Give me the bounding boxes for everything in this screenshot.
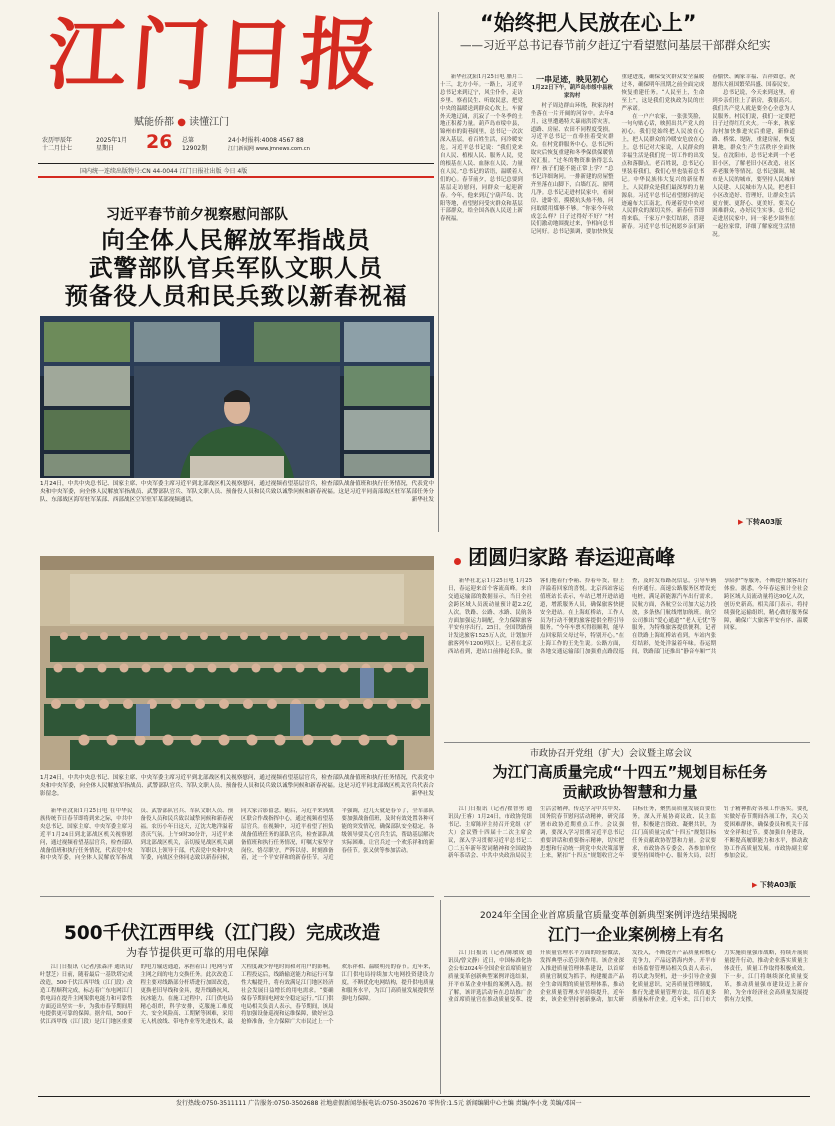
slogan-part-2: 读懂江门	[189, 117, 230, 128]
photo-video-call	[40, 316, 434, 478]
top-story-body	[440, 74, 795, 526]
top-story-continued[interactable]	[738, 517, 782, 527]
cn-number: 国内统一连续出版物号:CN 44-0044 江门日报社出版 今日 4版	[80, 168, 248, 175]
caption-group	[40, 774, 434, 798]
military-kicker: 习近平春节前夕视察慰问部队	[106, 207, 288, 223]
top-story-p3: 在一户户农家，一张张笑脸，一句句贴心话，映照出共产党人的初心。我们党始终把人民放在心上，把人民群众的冷暖安危放在心上。总书记对大家说，人民群众的幸福生活是我们党一切工作的出发点和落脚点。老百姓说，总书记心里装着我们，我们心里也装着总书记。中华民族伟大复兴的新征程上，人民群众是我们最深厚的力量源泉。习近平总书记看望慰问的足迹遍布大江南北，传递着党中央对人民群众的深切关怀。新春佳节即将来临，千家万户张灯结彩，喜迎新春。习近平总书记祝愿乡亲们新春愉快、阖家幸福、吉祥如意，祝愿伟大祖国繁荣昌盛、国泰民安。	[621, 74, 795, 231]
reunion-body-text: 新华社北京1月25日电 1月25日，春运迎来首个客流高峰。来自交通运输部的数据显示，当日全社会跨区域人员流动量预计超2.2亿人次。铁路、公路、水路、民航各方面加强运力调配，全力保障旅客平安有序出行。25日，全国铁路预计发送旅客1525万人次，计划加开旅客列车1200列以上。记者在北京西站看到，进站口前排起长队，旅客们拖着行李箱、拎着年货，脸上洋溢着回家的喜悦。北京西站客运值班站长表示，车站已增开进站通道，增派服务人员，确保旅客快捷安全进站。在上海虹桥站，工作人员为行动不便的旅客提供全程引导服务。“今年车票买得很顺利，能早点回家陪父母过年，特别开心。”在上海工作的王先生说。公路方面，各地交通运输部门加强重点路段巡查，及时发布路况信息，引导车辆有序通行。高速公路服务区增设充电桩，满足新能源汽车出行需求。民航方面，各航空公司加大运力投放，多条热门航线增加航班。航空公司推出“爱心通道”“老人无忧”等服务，为特殊旅客提供便利。记者在铁路上海虹桥站看到，车站内张灯结彩，处处洋溢着年味。春运期间，铁路部门还推出“静音车厢”“共享陪护”等服务，不断提升旅客出行体验。据悉，今年春运预计全社会跨区域人员流动量将达90亿人次，创历史新高。相关部门表示，将持续强化运输组织，精心做好服务保障，确保广大旅客平安有序、温暖回家。	[448, 578, 808, 656]
masthead-rule	[38, 163, 434, 164]
cppcc-continued-label: 下转A03版	[759, 881, 796, 889]
hotline: 24小时报料:4008 4567 88	[228, 137, 304, 144]
military-body	[40, 808, 434, 892]
cppcc-headline	[452, 762, 808, 802]
enterprise-body-text: 江门日报讯（记者/陈敏成 通讯员/曾文静）近日，中国标准化协会公布2024年全国企业首席质量官质量变革创新典型案例评选结果，开平市某企业申报的案例入选。据了解，该评选活动旨在总结推广企业首席质量官在推动质量变革、提升质量管理水平方面的经验做法，发挥典型示范引领作用。该企业深入推进质量管理体系建设，以首席质量官制度为抓手，构建覆盖产品全生命周期的质量管理体系，推动企业质量管理水平持续提升。近年来，该企业坚持创新驱动，加大研发投入，不断提升产品质量和核心竞争力，产品远销海内外。开平市市场监督管理局相关负责人表示，将以此为契机，进一步引导企业强化质量意识，完善质量管理制度，推行先进质量管理方法，培育更多质量标杆企业。近年来，江门市大力实施质量强市战略，持续开展质量提升行动，推动企业落实质量主体责任，质量工作取得积极成效。下一步，江门将继续深化质量变革，推动质量强市建设迈上新台阶，为全市经济社会高质量发展提供有力支撑。	[448, 950, 808, 1004]
reunion-bottom-rule	[444, 742, 810, 743]
cppcc-body-text: 江门日报讯（记者/翟智勇 通讯员/王睿）1月24日，市政协党组书记、主席陈岸主持召开党组（扩大）会议暨十四届十二次主席会议，深入学习贯彻习近平总书记二〇二五年新年贺词精神和全国政协新年茶话会、中共中央政治局民主生活会精神，传达学习中共中央、国务院春节慰问活动精神，研究部署市政协近期重点工作。会议强调，要深入学习贯彻习近平总书记重要讲话和重要指示精神，切实把思想和行动统一到党中央决策部署上来，紧扣“十四五”规划收官之年目标任务，聚焦高质量发展首要任务，深入开展协商议政、民主监督，积极建言资政、凝聚共识，为江门高质量完成“十四五”规划目标任务贡献政协智慧和力量。会议要求，市政协各专委会、各参加单位要坚持围绕中心、服务大局，以钉钉子精神抓好各项工作落实。要扎实做好春节期间各项工作，关心关爱困难群体，确保委员和机关干部安全祥和过节。要加强自身建设，不断提高履职能力和水平，推动政协工作高质量发展。市政协副主席参加会议。	[448, 806, 808, 860]
issue-number: 总第 12902期	[182, 137, 208, 152]
caption-video-call	[40, 480, 434, 504]
caption-video-call-text: 1月24日，中共中央总书记、国家主席、中央军委主席习近平到北部战区机关视察慰问，通过视频看望基层官兵，检查部队战备值班和执行任务情况，代表党中央和中央军委，向全体人民解放军指战员、武警部队官兵、军队文职人员、预备役人员和民兵致以诚挚问候和新春祝福。这是习近平同南部战区驻军某部任务分队、东部战区海军驻军某部、西部战区空军驻军某部视频通话。	[40, 481, 434, 503]
top-story-continued-label: 下转A03版	[745, 518, 782, 526]
caption-group-credit: 新华社发	[411, 791, 434, 797]
cppcc-headline-1: 为江门高质量完成“十四五”规划目标任务	[492, 763, 768, 781]
slogan-part-1: 赋能侨都	[134, 117, 174, 128]
newspaper-logo: 江门日报	[44, 10, 388, 101]
reunion-headline-text: 团圆归家路 春运迎高峰	[468, 545, 676, 569]
top-story-title: “始终把人民放在心上”	[480, 11, 697, 35]
footer-rule	[38, 1096, 810, 1097]
section-byline: 1月22日下午，葫芦岛市绥中县秋家沟村	[531, 85, 613, 99]
website: 江门新闻网 www.jmnews.com.cn	[228, 146, 310, 152]
pipeline-right-rule	[440, 900, 441, 1094]
pipeline-headline: 500千伏江西甲线（江门段）完成改造	[64, 923, 381, 944]
caption-group-text: 1月24日，中共中央总书记、国家主席、中央军委主席习近平到北部战区机关视察慰问，通过视频看望基层官兵，检查部队战备值班和执行任务情况，代表党中央和中央军委，向全体人民解放军指战员、武警部队官兵、军队文职人员、预备役人员和民兵致以诚挚问候和新春祝福。这是习近平同北部战区机关官兵代表合影留念。	[40, 775, 434, 797]
footer: 发行热线:0750-3511111 广告服务:0750-3502688 社地虚假新闻举报电话:0750-3502670 零售价:1.5元 新闻编辑中心主编 责编/李小龙 美编/邓国一	[176, 1100, 582, 1107]
military-headline-2: 武警部队官兵军队文职人员	[89, 254, 383, 282]
enterprise-headline: 江门一企业案例榜上有名	[548, 925, 725, 944]
military-body-text: 新华社沈阳1月25日电 在中华民族传统节日春节即将到来之际，中共中央总书记、国家主席、中央军委主席习近平1月24日到北部战区机关视察慰问，通过视频看望基层官兵，检查部队战备值班和执行任务情况，代表党中央和中央军委，向全体人民解放军指战员、武警部队官兵、军队文职人员、预备役人员和民兵致以诚挚问候和新春祝福。农历小年日这天，辽沈大地洋溢着喜庆气氛。上午9时30分许，习近平来到北部战区机关，亲切接见战区机关副军职以上领导干部，代表党中央和中央军委，向战区全体同志致以新春问候，同大家合影留念。随后，习近平来到战区联合作战指挥中心，通过视频看望基层官兵。在视频中，习近平看望了担负战备值班任务的部队官兵，检查部队战备值班和执行任务情况，叮嘱大家坚守岗位、恪尽职守，严阵以待、时刻准备着，过一个平安祥和的新春佳节。习近平强调，过几天就是春节了，全军部队要加强战备值班，及时有效处置各种可能的突发情况，确保部队安全稳定。各级领导要关心官兵生活，帮助基层解决实际困难，让官兵过一个欢乐祥和的新春佳节。张又侠等参加活动。	[40, 808, 434, 862]
caption-video-call-credit: 新华社发	[411, 497, 434, 503]
cppcc-headline-2: 贡献政协智慧和力量	[562, 783, 698, 801]
military-headline-3: 预备役人员和民兵致以新春祝福	[64, 282, 408, 310]
pipeline-body-text: 江门日报讯（记者/张森洋 通讯员/叶慧芝）日前，随着最后一基铁塔完成改造，500千伏江西甲线（江门段）改造工程顺利完成，标志着广东电网江门供电局在提升主网架供电能力和可靠性方面迈出坚实一步，为我市春节期间用电提供更可靠的保障。据介绍，500千伏江西甲线（江门段）是江门地区重要的电力输送通道，承担着江门电网与省主网之间的电力交换任务。此次改造工程主要对线路部分杆塔进行加固改造，更换老旧导线和金具，提升线路抗风、抗冰能力。在施工过程中，江门供电局精心组织，科学安排，克服施工难度大、安全风险高、工期紧等困难，采用无人机放线、带电作业等先进技术，最大程度减少停电时间和对用户的影响。工程投运后，线路输送能力和运行可靠性大幅提升，将有效满足江门地区经济社会发展日益增长的用电需求。“要确保春节期间电网安全稳定运行。”江门供电局相关负责人表示，春节期间，该局将加强设备巡视和运维保障，做好应急抢修准备，全力保障广大市民过上一个欢乐祥和、温暖明亮的春节。近年来，江门供电局持续加大电网投资建设力度，不断优化电网结构，提升供电质量和服务水平，为江门高质量发展提供坚强电力保障。	[40, 964, 434, 1026]
date-bar	[36, 133, 436, 161]
top-story-left-rule	[438, 12, 439, 532]
top-story-p4: 总书记说，今天来到这里，看到乡亲们住上了新房，我很高兴。我们共产党人就是要全心全意为人民服务。村民们说，我们一定要把日子过得红红火火。一年来，秋家沟村加快推进灾后重建，新修道路、桥梁、堤防，重建房屋，恢复耕地，群众生产生活秩序全面恢复。在沈阳市，总书记来到一个老旧小区，了解老旧小区改造、社区养老服务等情况。总书记强调，城市是人民的城市，要坚持人民城市人民建、人民城市为人民，把老旧小区改造好、管理好，让群众生活更方便、更舒心、更美好。要关心困难群众，办好民生实事。总书记走进居民家中，同一家老少围坐在一起拉家常，详细了解家庭生活情况。	[712, 89, 795, 239]
solar-date: 2025年1月 星期日	[96, 137, 128, 152]
enterprise-body	[448, 950, 808, 1094]
reunion-headline	[454, 544, 804, 570]
masthead-rule-2	[38, 176, 434, 178]
continue-icon: ▶	[752, 881, 758, 889]
cppcc-continued[interactable]	[752, 880, 796, 890]
photo-group	[40, 556, 434, 770]
day-number: 26	[146, 131, 173, 153]
top-story-p1: 新华社沈阳1月25日电 腊月二十三，北方小年。一路上，习近平总书记来到辽宁，风尘仆仆，走访乡里、察看民生、听取民意，把党中央的温暖送到群众心坎上。车窗外天地辽阔，沉寂了一个冬季的土地正积蓄力量。葫芦岛市绥中县，锦州市的街巷闾里，总书记一次次深入基层，看百姓生活，问冷暖安危。习近平总书记说：“我们党来自人民、植根人民、服务人民，党的根基在人民、血脉在人民、力量在人民。”总书记的话语，温暖着人们的心。春节前夕，总书记总要到基层走访慰问，同群众一起迎新春。今年，他来到辽宁葫芦岛、沈阳等地，看望慰问受灾群众和基层干部群众，给全国各族人民送上新春祝福。	[440, 74, 523, 223]
military-headline-1: 向全体人民解放军指战员	[101, 226, 371, 254]
continue-icon: ▶	[738, 518, 744, 526]
top-story-p2: 村子周边群山环绕，秋家沟村坐落在一片开阔的河谷中。去年8月，这里遭遇特大暴雨洪涝灾害，道路、房屋、农田不同程度受损。习近平总书记一直牵挂着受灾群众。在村党群服务中心，总书记听取灾后恢复重建和冬季保供保暖情况汇报。“过冬的物资准备得怎么样？孩子们能不能正常上学？”总书记详细询问。一排新建的房屋整齐坐落在山脚下，白墙红瓦、窗明几净。总书记走进村民家中，看厨房、进卧室，摸摸炕头热不热，问问取暖用煤够不够。“你家今年收成怎么样？日子过得好不好？”村民们激动地围拢过来，争相向总书记问好。总书记强调，要加快恢复重建进度，确保受灾群众安全温暖过冬，确保明年汛期之前全面完成恢复重建任务。“人民至上，生命至上”，这是我们党执政为民的庄严承诺。	[530, 74, 705, 236]
pipeline-body	[40, 964, 434, 1094]
section-heading	[531, 74, 614, 101]
slogan-dot: ●	[177, 117, 190, 128]
reunion-body	[448, 578, 808, 740]
pipeline-subheadline: 为春节提供更可靠的用电保障	[126, 946, 269, 959]
cppcc-bottom-rule	[444, 896, 810, 897]
top-story-subtitle: ——习近平总书记春节前夕赶辽宁看望慰问基层干部群众纪实	[460, 38, 771, 52]
section-heading-text: 一串足迹，映见初心	[536, 74, 609, 84]
headline-dot-icon	[454, 558, 461, 565]
military-headline	[46, 226, 426, 310]
lunar-date: 农历甲辰年 十二月廿七	[42, 137, 73, 152]
photo-group-image	[40, 556, 434, 770]
military-bottom-rule	[40, 896, 434, 897]
enterprise-kicker: 2024年全国企业首席质量官质量变革创新典型案例评选结果揭晓	[480, 911, 737, 921]
cppcc-kicker: 市政协召开党组（扩大）会议暨主席会议	[530, 749, 693, 759]
photo-video-call-image	[40, 316, 434, 478]
cppcc-body	[448, 806, 808, 890]
top-story	[440, 8, 808, 536]
slogan	[134, 113, 229, 128]
